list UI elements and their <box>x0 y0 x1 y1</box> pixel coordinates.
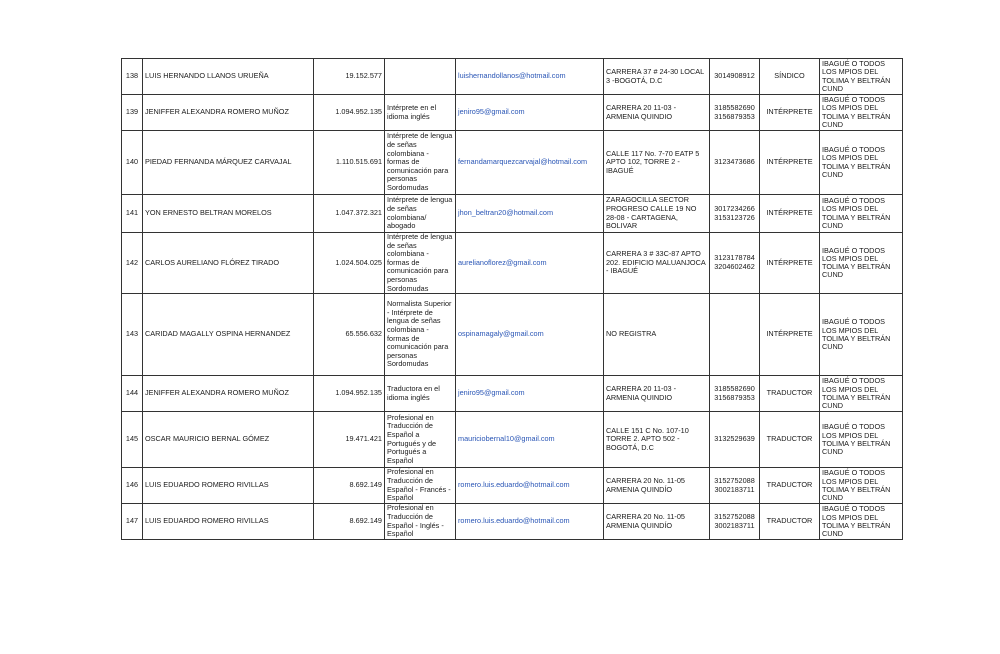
phone-numbers: 3152752088 3002183711 <box>710 468 760 504</box>
table-row <box>122 412 903 468</box>
table-body <box>122 59 903 540</box>
phone-numbers: 3132529639 <box>710 412 760 468</box>
email-link[interactable]: fernandamarquezcarvajal@hotmail.com <box>456 131 604 195</box>
role: TRADUCTOR <box>760 468 820 504</box>
profile-description: Intérprete en el idioma inglés <box>385 95 456 131</box>
id-document: 8.692.149 <box>314 504 385 540</box>
coverage-area: IBAGUÉ O TODOS LOS MPIOS DEL TOLIMA Y BELTRÁN CUND <box>820 233 903 294</box>
phone-numbers: 3152752088 3002183711 <box>710 504 760 540</box>
address: CALLE 151 C No. 107-10 TORRE 2. APTO 502 - BOGOTÁ, D.C <box>604 412 710 468</box>
table-row <box>122 195 903 233</box>
role: INTÉRPRETE <box>760 95 820 131</box>
profile-description: Intérprete de lengua de señas colombiana - formas de comunicación para personas Sordomudas <box>385 233 456 294</box>
coverage-area: IBAGUÉ O TODOS LOS MPIOS DEL TOLIMA Y BELTRÁN CUND <box>820 59 903 95</box>
coverage-area: IBAGUÉ O TODOS LOS MPIOS DEL TOLIMA Y BELTRÁN CUND <box>820 468 903 504</box>
address: CARRERA 20 No. 11-05 ARMENIA QUINDÍO <box>604 468 710 504</box>
address: CARRERA 20 11-03 - ARMENIA QUINDIO <box>604 376 710 412</box>
profile-description: Intérprete de lengua de señas colombiana - formas de comunicación para personas Sordomudas <box>385 131 456 195</box>
id-document: 1.094.952.135 <box>314 376 385 412</box>
role: INTÉRPRETE <box>760 195 820 233</box>
address: CALLE 117 No. 7-70 EATP 5 APTO 102, TORRE 2 - IBAGUÉ <box>604 131 710 195</box>
role: INTÉRPRETE <box>760 233 820 294</box>
profile-description: Profesional en Traducción de Español - Inglés - Español <box>385 504 456 540</box>
profile-description: Normalista Superior - Intérprete de lengua de señas colombiana - formas de comunicación para personas Sordomudas <box>385 294 456 376</box>
id-document: 1.094.952.135 <box>314 95 385 131</box>
address: NO REGISTRA <box>604 294 710 376</box>
profile-description: Traductora en el idioma inglés <box>385 376 456 412</box>
registry-table <box>121 58 903 540</box>
row-number: 146 <box>122 468 143 504</box>
email-link[interactable]: jeniro95@gmail.com <box>456 376 604 412</box>
row-number: 142 <box>122 233 143 294</box>
email-link[interactable]: jeniro95@gmail.com <box>456 95 604 131</box>
profile-description <box>385 59 456 95</box>
person-name: CARLOS AURELIANO FLÓREZ TIRADO <box>143 233 314 294</box>
id-document: 19.471.421 <box>314 412 385 468</box>
coverage-area: IBAGUÉ O TODOS LOS MPIOS DEL TOLIMA Y BELTRÁN CUND <box>820 376 903 412</box>
id-document: 1.110.515.691 <box>314 131 385 195</box>
table-row <box>122 233 903 294</box>
row-number: 141 <box>122 195 143 233</box>
person-name: JENIFFER ALEXANDRA ROMERO MUÑOZ <box>143 95 314 131</box>
phone-numbers: 3185582690 3156879353 <box>710 376 760 412</box>
row-number: 139 <box>122 95 143 131</box>
table-row <box>122 131 903 195</box>
phone-numbers: 3014908912 <box>710 59 760 95</box>
table-row <box>122 95 903 131</box>
id-document: 1.024.504.025 <box>314 233 385 294</box>
row-number: 140 <box>122 131 143 195</box>
email-link[interactable]: romero.luis.eduardo@hotmail.com <box>456 468 604 504</box>
person-name: CARIDAD MAGALLY OSPINA HERNANDEZ <box>143 294 314 376</box>
person-name: YON ERNESTO BELTRAN MORELOS <box>143 195 314 233</box>
coverage-area: IBAGUÉ O TODOS LOS MPIOS DEL TOLIMA Y BELTRÁN CUND <box>820 95 903 131</box>
role: TRADUCTOR <box>760 376 820 412</box>
table-row <box>122 468 903 504</box>
profile-description: Profesional en Traducción de Español - Francés - Español <box>385 468 456 504</box>
phone-numbers: 3123178784 3204602462 <box>710 233 760 294</box>
role: TRADUCTOR <box>760 412 820 468</box>
address: CARRERA 3 # 33C-87 APTO 202. EDIFICIO MALUANJOCA - IBAGUÉ <box>604 233 710 294</box>
id-document: 65.556.632 <box>314 294 385 376</box>
table-row <box>122 59 903 95</box>
email-link[interactable]: ospinamagaly@gmail.com <box>456 294 604 376</box>
address: ZARAGOCILLA SECTOR PROGRESO CALLE 19 NO 28-08 - CARTAGENA, BOLIVAR <box>604 195 710 233</box>
coverage-area: IBAGUÉ O TODOS LOS MPIOS DEL TOLIMA Y BELTRÁN CUND <box>820 131 903 195</box>
profile-description: Profesional en Traducción de Español a Portugués y de Portugués a Español <box>385 412 456 468</box>
id-document: 19.152.577 <box>314 59 385 95</box>
profile-description: Intérprete de lengua de señas colombiana/ abogado <box>385 195 456 233</box>
email-link[interactable]: aurelianoflorez@gmail.com <box>456 233 604 294</box>
table-row <box>122 504 903 540</box>
coverage-area: IBAGUÉ O TODOS LOS MPIOS DEL TOLIMA Y BELTRÁN CUND <box>820 412 903 468</box>
table-row <box>122 294 903 376</box>
email-link[interactable]: jhon_beltran20@hotmail.com <box>456 195 604 233</box>
person-name: PIEDAD FERNANDA MÁRQUEZ CARVAJAL <box>143 131 314 195</box>
role: SÍNDICO <box>760 59 820 95</box>
person-name: OSCAR MAURICIO BERNAL GÓMEZ <box>143 412 314 468</box>
person-name: JENIFFER ALEXANDRA ROMERO MUÑOZ <box>143 376 314 412</box>
address: CARRERA 20 No. 11-05 ARMENIA QUINDÍO <box>604 504 710 540</box>
phone-numbers: 3123473686 <box>710 131 760 195</box>
id-document: 8.692.149 <box>314 468 385 504</box>
row-number: 144 <box>122 376 143 412</box>
phone-numbers <box>710 294 760 376</box>
role: INTÉRPRETE <box>760 294 820 376</box>
role: TRADUCTOR <box>760 504 820 540</box>
person-name: LUIS HERNANDO LLANOS URUEÑA <box>143 59 314 95</box>
role: INTÉRPRETE <box>760 131 820 195</box>
person-name: LUIS EDUARDO ROMERO RIVILLAS <box>143 468 314 504</box>
row-number: 138 <box>122 59 143 95</box>
address: CARRERA 37 # 24-30 LOCAL 3 -BOGOTÁ, D.C <box>604 59 710 95</box>
person-name: LUIS EDUARDO ROMERO RIVILLAS <box>143 504 314 540</box>
id-document: 1.047.372.321 <box>314 195 385 233</box>
email-link[interactable]: luishernandollanos@hotmail.com <box>456 59 604 95</box>
email-link[interactable]: mauriciobernal10@gmail.com <box>456 412 604 468</box>
address: CARRERA 20 11-03 - ARMENIA QUINDIO <box>604 95 710 131</box>
email-link[interactable]: romero.luis.eduardo@hotmail.com <box>456 504 604 540</box>
phone-numbers: 3185582690 3156879353 <box>710 95 760 131</box>
phone-numbers: 3017234266 3153123726 <box>710 195 760 233</box>
row-number: 147 <box>122 504 143 540</box>
coverage-area: IBAGUÉ O TODOS LOS MPIOS DEL TOLIMA Y BELTRÁN CUND <box>820 294 903 376</box>
coverage-area: IBAGUÉ O TODOS LOS MPIOS DEL TOLIMA Y BELTRÁN CUND <box>820 504 903 540</box>
row-number: 143 <box>122 294 143 376</box>
table-row <box>122 376 903 412</box>
coverage-area: IBAGUÉ O TODOS LOS MPIOS DEL TOLIMA Y BELTRÁN CUND <box>820 195 903 233</box>
row-number: 145 <box>122 412 143 468</box>
